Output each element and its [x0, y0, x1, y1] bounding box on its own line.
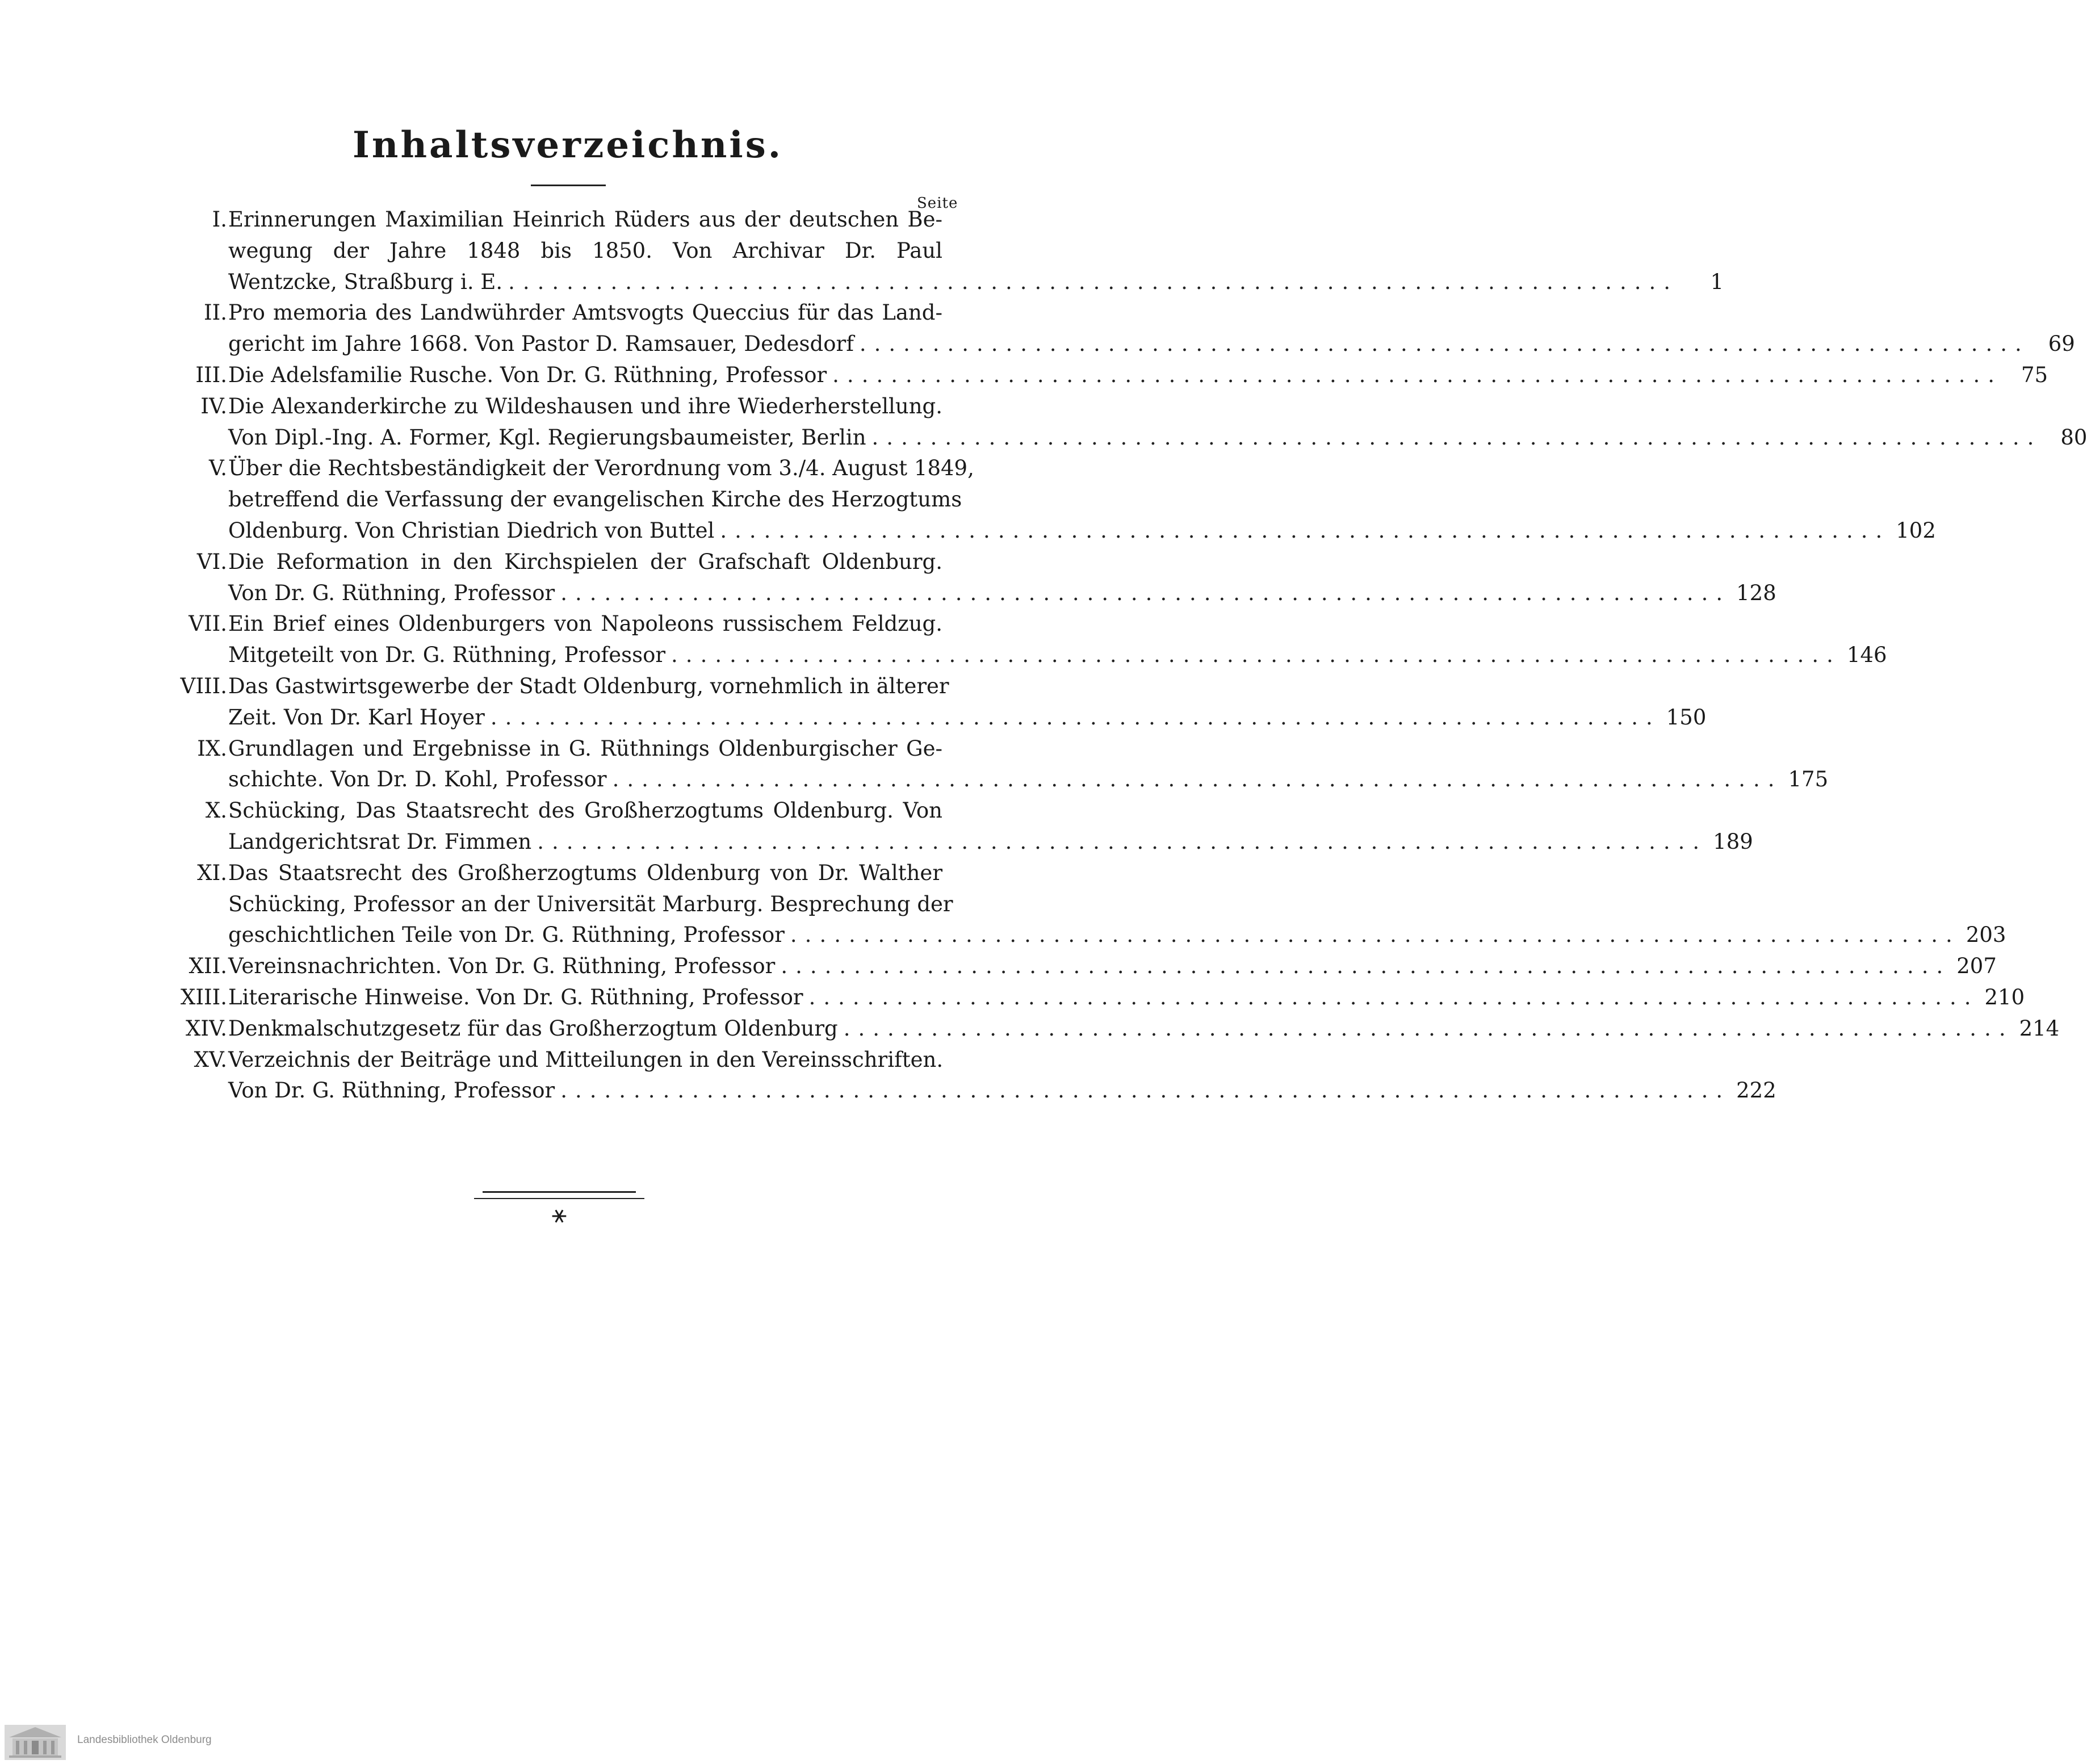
toc-page-number: 207 [1956, 954, 1997, 979]
toc-entry [165, 298, 2075, 360]
toc-page-number: 102 [1896, 518, 1936, 543]
leader-dots: ................................................................................ [537, 829, 1708, 854]
toc-entry-number: XI. [197, 860, 227, 885]
toc-page-number: 1 [1710, 269, 1724, 294]
toc-entry [165, 1045, 1776, 1107]
toc-entry-text: Ein Brief eines Oldenburgers von Napoleons russischem Feldzug. [228, 611, 942, 636]
toc-entry-text: Die Reformation in den Kirchspielen der Grafschaft Oldenburg. [228, 549, 942, 574]
toc-entry-text: wegung der Jahre 1848 bis 1850. Von Archivar Dr. Paul [228, 238, 942, 263]
toc-page-number: 203 [1966, 923, 2006, 948]
toc-entry-number: XIII. [181, 984, 227, 1009]
ornament-symbol: ⚹ [551, 1200, 567, 1229]
toc-entry-text: Vereinsnachrichten. Von Dr. G. Rüthning, Professor [228, 954, 776, 979]
toc-entry-text: Von Dipl.-Ing. A. Former, Kgl. Regierungsbaumeister, Berlin [228, 425, 866, 450]
title-underline [531, 185, 606, 186]
toc-entry-text: Pro memoria des Landwührder Amtsvogts Queccius für das Land- [228, 300, 942, 325]
toc-page-number: 175 [1788, 767, 1829, 792]
toc-entry-number: XV. [194, 1047, 227, 1072]
toc-page-number: 128 [1736, 580, 1776, 605]
toc-entry-text: Oldenburg. Von Christian Diedrich von Buttel [228, 518, 715, 543]
toc-entry-text: Das Staatsrecht des Großherzogtums Oldenburg von Dr. Walther [228, 860, 942, 885]
toc-entry-text: schichte. Von Dr. D. Kohl, Professor [228, 767, 607, 792]
library-name: Landesbibliothek Oldenburg [77, 1734, 212, 1746]
toc-entry [165, 734, 1829, 796]
toc-entry-text: Wentzcke, Straßburg i. E. [228, 269, 503, 294]
leader-dots: ................................................................................ [843, 1016, 2014, 1041]
ornament-rule-bottom [474, 1198, 644, 1199]
toc-entry-text: Zeit. Von Dr. Karl Hoyer [228, 705, 485, 730]
toc-entry [165, 609, 1887, 671]
leader-dots: ................................................................................ [720, 518, 1891, 543]
leader-dots: ................................................................................ [490, 705, 1661, 730]
toc-entry-number: XII. [188, 954, 227, 979]
toc-entry-text: Von Dr. G. Rüthning, Professor [228, 580, 555, 605]
toc-page-number: 80 [2060, 425, 2087, 450]
toc-page-number: 189 [1713, 829, 1753, 854]
closing-ornament [474, 1188, 644, 1233]
page-title: Inhaltsverzeichnis. [352, 124, 783, 166]
leader-dots: ................................................................................ [790, 923, 1960, 948]
library-footer [0, 1723, 1135, 1764]
toc-entry-text: Das Gastwirtsgewerbe der Stadt Oldenburg, vornehmlich in älterer [228, 673, 949, 698]
toc-entry-number: VIII. [180, 673, 227, 698]
toc-entry [165, 391, 2087, 454]
library-building-icon [5, 1725, 66, 1760]
toc-entry-text: Landgerichtsrat Dr. Fimmen [228, 829, 532, 854]
toc-entry-text: Mitgeteilt von Dr. G. Rüthning, Professor [228, 643, 666, 668]
toc-entry-text: gericht im Jahre 1668. Von Pastor D. Ramsauer, Dedesdorf [228, 332, 854, 357]
toc-entry [165, 982, 2025, 1013]
toc-entry [165, 671, 1707, 734]
ornament-rule-top [483, 1191, 636, 1193]
toc-entry-number: X. [205, 798, 227, 823]
toc-entry-number: VI. [196, 549, 227, 574]
toc-entry [165, 547, 1776, 609]
toc-page-number: 75 [2021, 362, 2048, 387]
toc-entry-text: Schücking, Das Staatsrecht des Großherzogtums Oldenburg. Von [228, 798, 942, 823]
leader-dots: ................................................................................ [871, 425, 2042, 450]
toc-entry-text: Über die Rechtsbeständigkeit der Verordnung vom 3./4. August 1849, [228, 456, 974, 481]
toc-entry-text: Die Alexanderkirche zu Wildeshausen und ihre Wiederherstellung. [228, 393, 942, 418]
leader-dots: ................................................................................ [671, 643, 1841, 668]
toc-entry [165, 204, 1724, 298]
toc-entry-number: I. [212, 207, 227, 232]
leader-dots: ................................................................................ [508, 269, 1679, 294]
leader-dots: ................................................................................ [560, 580, 1731, 605]
toc-entry-text: Von Dr. G. Rüthning, Professor [228, 1078, 555, 1103]
toc-page-number: 150 [1666, 705, 1707, 730]
toc-page-number: 210 [1984, 984, 2025, 1009]
toc-page-number: 222 [1736, 1078, 1776, 1103]
leader-dots: ................................................................................ [781, 954, 1951, 979]
toc-entry [165, 858, 2006, 951]
toc-entry [165, 795, 1753, 858]
toc-entry-text: Denkmalschutzgesetz für das Großherzogtum Oldenburg [228, 1016, 838, 1041]
toc-entry-text: Grundlagen und Ergebnisse in G. Rüthnings Oldenburgischer Ge- [228, 736, 942, 761]
toc-entry-text: betreffend die Verfassung der evangelischen Kirche des Herzogtums [228, 487, 962, 512]
toc-entry [165, 1013, 2060, 1045]
toc-entry-number: II. [204, 300, 227, 325]
toc-entry-text: Erinnerungen Maximilian Heinrich Rüders aus der deutschen Be- [228, 207, 942, 232]
toc-entry [165, 453, 1936, 546]
toc-entry-number: III. [195, 362, 227, 387]
toc-entry-text: geschichtlichen Teile von Dr. G. Rüthning, Professor [228, 923, 785, 948]
toc-entry-number: V. [208, 456, 227, 481]
toc-entry [165, 360, 2048, 391]
leader-dots: ................................................................................ [859, 332, 2030, 357]
toc-entry-number: IV. [200, 393, 227, 418]
toc-page-number: 146 [1846, 643, 1887, 668]
toc-entry-text: Die Adelsfamilie Rusche. Von Dr. G. Rüthning, Professor [228, 362, 827, 387]
leader-dots: ................................................................................ [832, 362, 2003, 387]
leader-dots: ................................................................................ [808, 984, 1979, 1009]
toc-entry-number: VII. [188, 611, 227, 636]
toc-page-number: 69 [2048, 332, 2075, 357]
toc-entry-number: XIV. [186, 1016, 227, 1041]
leader-dots: ................................................................................ [612, 767, 1783, 792]
toc-entry-text: Schücking, Professor an der Universität Marburg. Besprechung der [228, 891, 953, 916]
leader-dots: ................................................................................ [560, 1078, 1731, 1103]
toc-entry-text: Literarische Hinweise. Von Dr. G. Rüthning, Professor [228, 984, 803, 1009]
table-of-contents [165, 204, 2087, 1107]
toc-entry-number: IX. [197, 736, 227, 761]
toc-entry [165, 951, 1997, 982]
toc-entry-text: Verzeichnis der Beiträge und Mitteilungen in den Vereinsschriften. [228, 1047, 944, 1072]
toc-page-number: 214 [2019, 1016, 2060, 1041]
page-column-label: Seite [917, 195, 958, 212]
